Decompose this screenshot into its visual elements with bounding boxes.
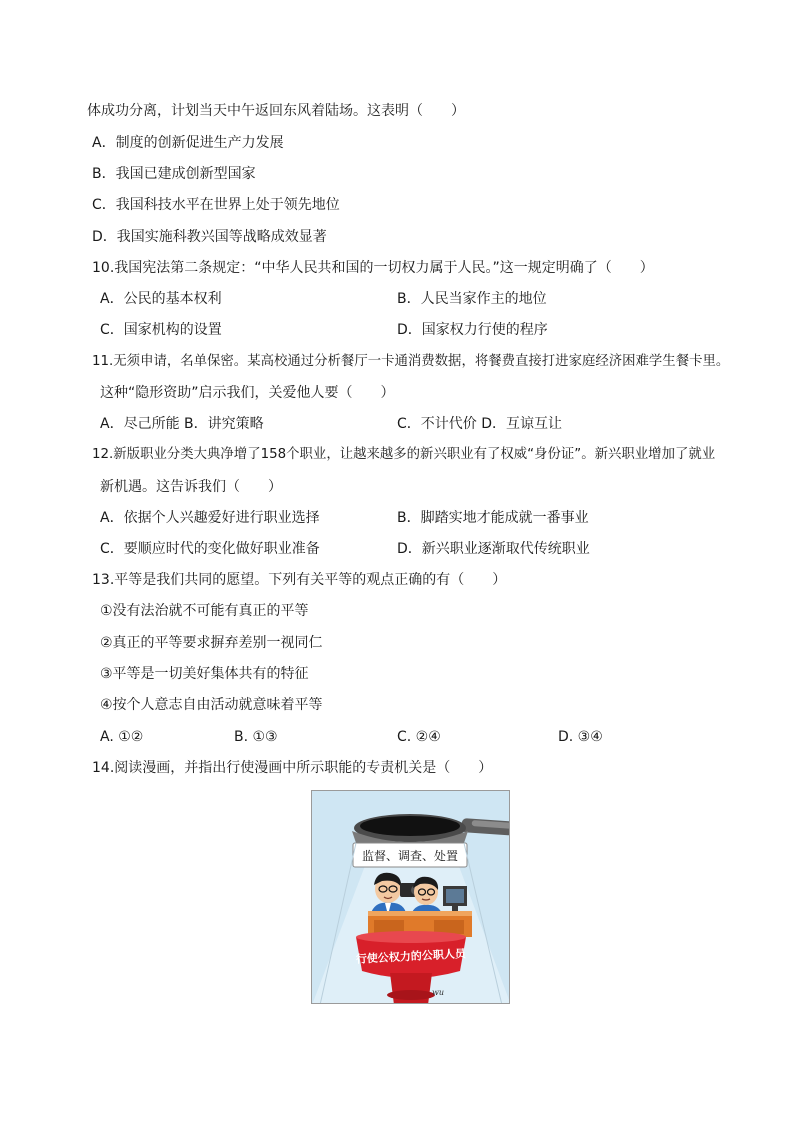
q10-option-a: A．公民的基本权利 (100, 291, 222, 307)
sign-text: 监督、调查、处置 (361, 849, 459, 863)
q13-item-3: ③平等是一切美好集体共有的特征 (100, 666, 309, 682)
q12-stem-line2: 新机遇。这告诉我们（ ） (100, 479, 282, 495)
q9-option-c: C．我国科技水平在世界上处于领先地位 (92, 197, 340, 213)
artist-signature: wu (432, 988, 444, 997)
q11-options-ab: A．尽己所能 B．讲究策略 (100, 416, 264, 432)
q10-option-d: D．国家权力行使的程序 (397, 322, 548, 338)
q10-stem: 10.我国宪法第二条规定：“中华人民共和国的一切权力属于人民。”这一规定明确了（ ） (92, 260, 654, 276)
q13-option-b: B. ①③ (234, 729, 278, 745)
q13-option-c: C. ②④ (397, 729, 441, 745)
q11-stem-line2: 这种“隐形资助”启示我们，关爱他人要（ ） (100, 385, 395, 401)
q12-stem-line1: 12.新版职业分类大典净增了158个职业，让越来越多的新兴职业有了权威“身份证”。新兴职业增加了就业 (92, 447, 716, 462)
q12-option-a: A．依据个人兴趣爱好进行职业选择 (100, 510, 320, 526)
q9-option-d: D．我国实施科教兴国等战略成效显著 (92, 229, 327, 245)
q13-option-a: A. ①② (100, 729, 144, 745)
q9-option-a: A．制度的创新促进生产力发展 (92, 135, 284, 151)
q13-option-d: D. ③④ (558, 729, 603, 745)
q11-options-cd: C．不计代价 D．互谅互让 (397, 416, 563, 432)
q13-item-4: ④按个人意志自由活动就意味着平等 (100, 697, 323, 713)
q12-option-c: C．要顺应时代的变化做好职业准备 (100, 541, 320, 557)
q12-option-b: B．脚踏实地才能成就一番事业 (397, 510, 589, 526)
q10-option-b: B．人民当家作主的地位 (397, 291, 547, 307)
base-text: 行使公权力的公职人员 (355, 947, 467, 966)
q12-option-d: D．新兴职业逐渐取代传统职业 (397, 541, 590, 557)
q13-item-1: ①没有法治就不可能有真正的平等 (100, 603, 309, 619)
cartoon-image (311, 790, 510, 1004)
q11-stem-line1: 11.无须申请，名单保密。某高校通过分析餐厅一卡通消费数据，将餐费直接打进家庭经济困难学生餐卡里。 (92, 354, 730, 369)
q9-option-b: B．我国已建成创新型国家 (92, 166, 256, 182)
q13-item-2: ②真正的平等要求摒弃差别一视同仁 (100, 635, 323, 651)
q9-stem-cont: 体成功分离，计划当天中午返回东风着陆场。这表明（ ） (87, 103, 465, 119)
q14-stem: 14.阅读漫画，并指出行使漫画中所示职能的专责机关是（ ） (92, 760, 493, 776)
q10-option-c: C．国家机构的设置 (100, 322, 222, 338)
q13-stem: 13.平等是我们共同的愿望。下列有关平等的观点正确的有（ ） (92, 572, 507, 588)
